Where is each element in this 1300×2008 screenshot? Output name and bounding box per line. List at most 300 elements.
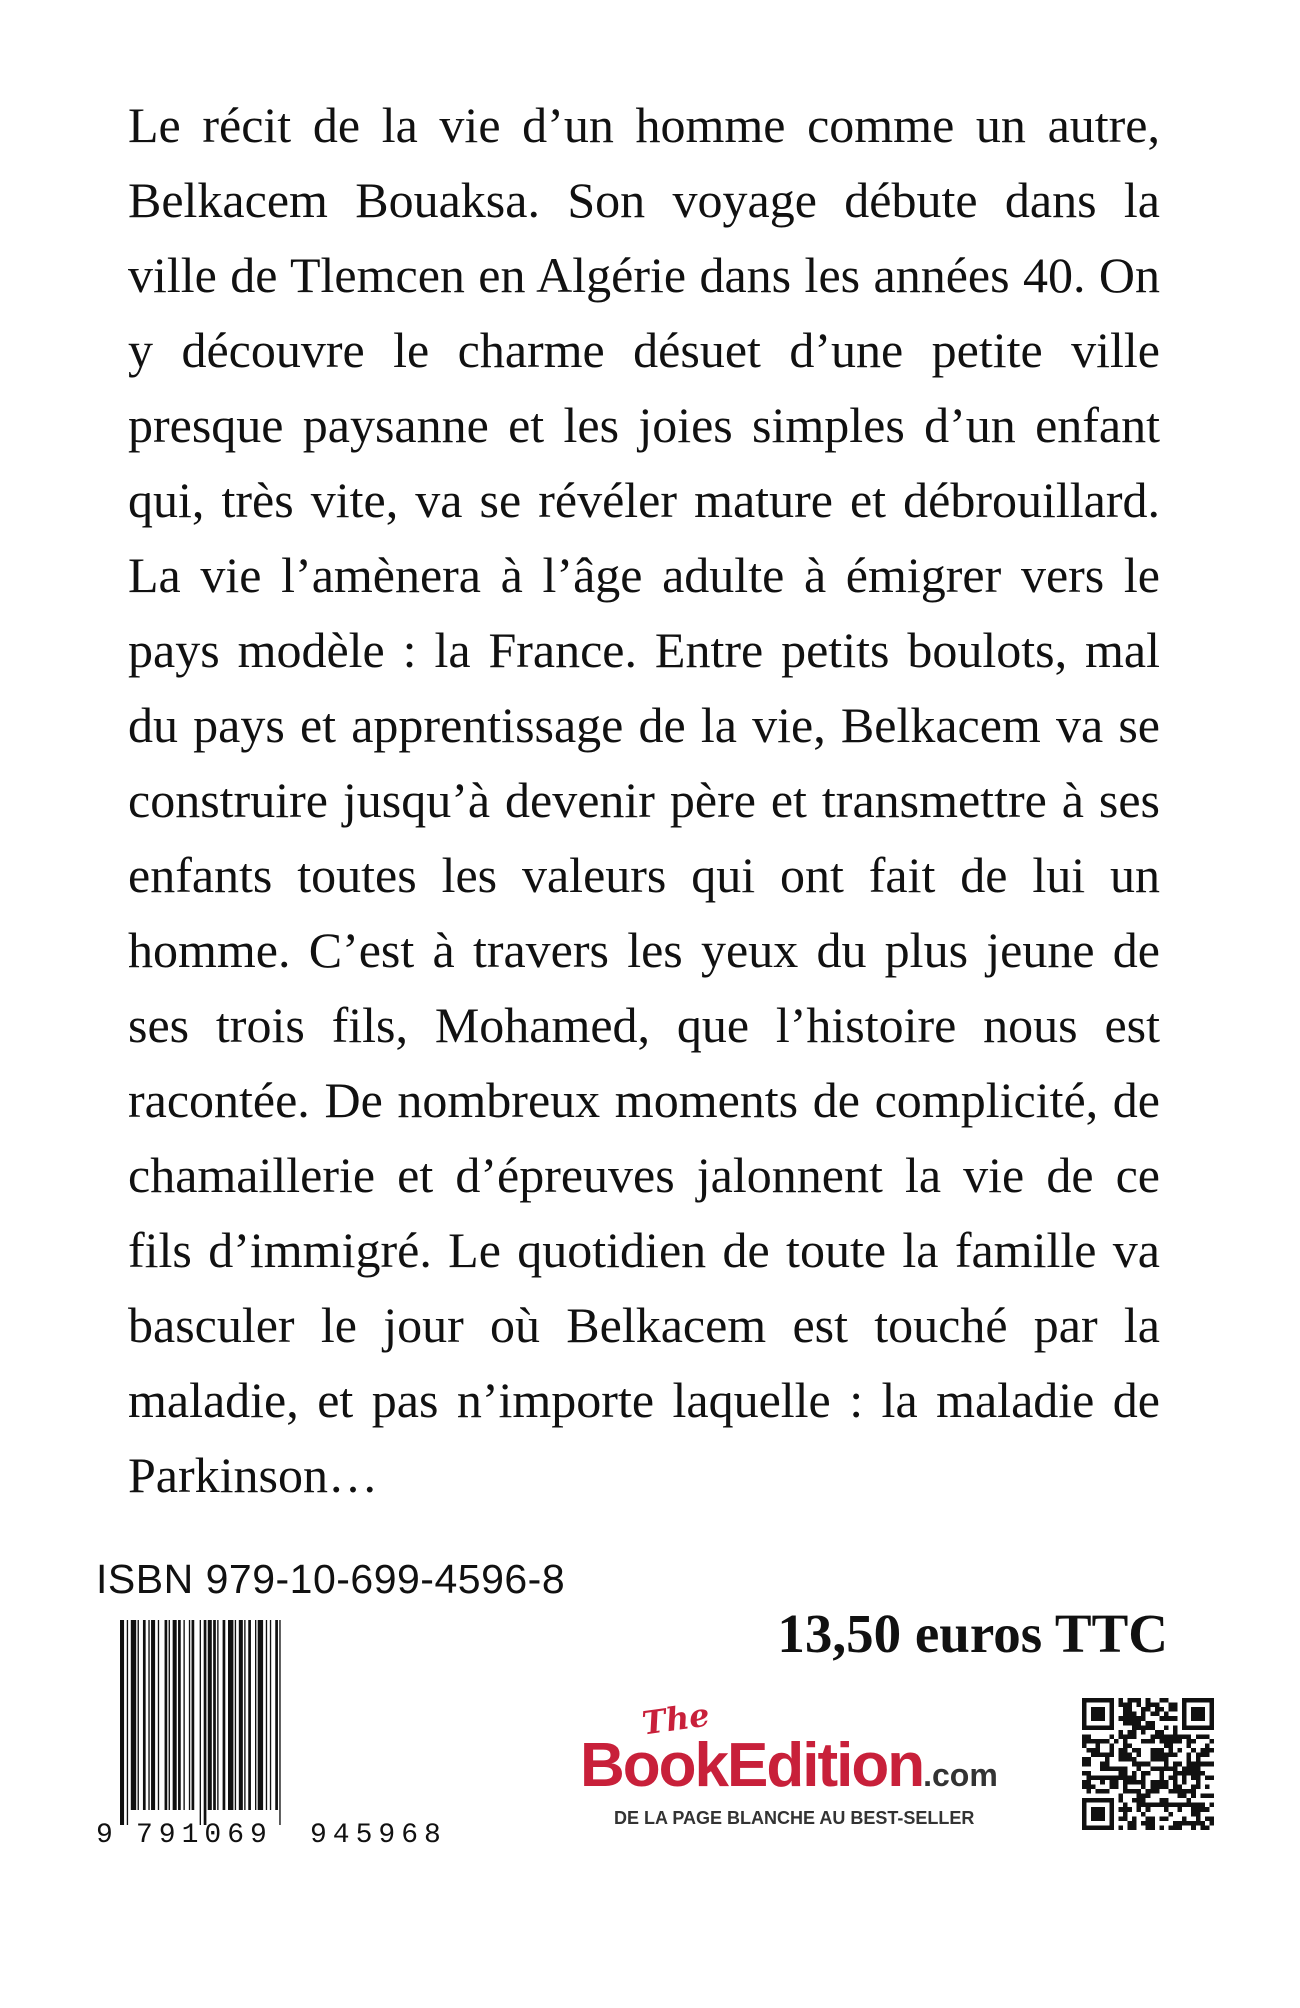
qr-module bbox=[1159, 1803, 1164, 1808]
qr-module bbox=[1164, 1698, 1169, 1703]
qr-module bbox=[1096, 1816, 1101, 1821]
qr-module bbox=[1205, 1725, 1210, 1730]
publisher-logo bbox=[580, 1695, 1060, 1850]
qr-module bbox=[1114, 1775, 1119, 1780]
qr-module bbox=[1082, 1816, 1087, 1821]
qr-module bbox=[1137, 1762, 1142, 1767]
qr-module bbox=[1123, 1753, 1128, 1758]
qr-module bbox=[1150, 1703, 1155, 1708]
qr-module bbox=[1168, 1825, 1173, 1830]
qr-module bbox=[1182, 1703, 1187, 1708]
qr-module bbox=[1182, 1721, 1187, 1726]
qr-module bbox=[1109, 1812, 1114, 1817]
qr-module bbox=[1205, 1748, 1210, 1753]
qr-module bbox=[1164, 1766, 1169, 1771]
qr-module bbox=[1141, 1707, 1146, 1712]
qr-module bbox=[1146, 1725, 1151, 1730]
qr-module bbox=[1109, 1744, 1114, 1749]
qr-module bbox=[1164, 1734, 1169, 1739]
qr-module bbox=[1109, 1803, 1114, 1808]
qr-module bbox=[1141, 1730, 1146, 1735]
qr-module bbox=[1141, 1739, 1146, 1744]
qr-module bbox=[1132, 1825, 1137, 1830]
qr-module bbox=[1191, 1803, 1196, 1808]
barcode-bar bbox=[208, 1620, 212, 1810]
qr-module bbox=[1200, 1716, 1205, 1721]
qr-module bbox=[1100, 1780, 1105, 1785]
qr-module bbox=[1132, 1716, 1137, 1721]
qr-module bbox=[1191, 1762, 1196, 1767]
qr-module bbox=[1105, 1698, 1110, 1703]
qr-module bbox=[1209, 1775, 1214, 1780]
qr-module bbox=[1100, 1762, 1105, 1767]
qr-module bbox=[1150, 1721, 1155, 1726]
qr-module bbox=[1123, 1744, 1128, 1749]
qr-module bbox=[1150, 1739, 1155, 1744]
barcode-bar bbox=[266, 1620, 267, 1810]
qr-module bbox=[1137, 1780, 1142, 1785]
qr-module bbox=[1082, 1780, 1087, 1785]
qr-module bbox=[1114, 1784, 1119, 1789]
qr-module bbox=[1182, 1803, 1187, 1808]
qr-module bbox=[1105, 1725, 1110, 1730]
qr-module bbox=[1096, 1725, 1101, 1730]
qr-module bbox=[1173, 1771, 1178, 1776]
qr-module bbox=[1200, 1725, 1205, 1730]
qr-module bbox=[1164, 1784, 1169, 1789]
qr-module bbox=[1096, 1748, 1101, 1753]
qr-module bbox=[1205, 1753, 1210, 1758]
qr-module bbox=[1082, 1825, 1087, 1830]
qr-module bbox=[1109, 1780, 1114, 1785]
qr-module bbox=[1114, 1766, 1119, 1771]
qr-module bbox=[1109, 1775, 1114, 1780]
qr-module bbox=[1096, 1707, 1101, 1712]
qr-module bbox=[1141, 1794, 1146, 1799]
qr-module bbox=[1146, 1816, 1151, 1821]
qr-module bbox=[1128, 1707, 1133, 1712]
qr-module bbox=[1132, 1780, 1137, 1785]
qr-module bbox=[1128, 1775, 1133, 1780]
qr-module bbox=[1146, 1825, 1151, 1830]
qr-module bbox=[1128, 1821, 1133, 1826]
qr-module bbox=[1159, 1716, 1164, 1721]
qr-module bbox=[1191, 1807, 1196, 1812]
qr-module bbox=[1150, 1766, 1155, 1771]
qr-module bbox=[1141, 1771, 1146, 1776]
qr-module bbox=[1150, 1784, 1155, 1789]
qr-module bbox=[1105, 1766, 1110, 1771]
qr-module bbox=[1200, 1803, 1205, 1808]
qr-module bbox=[1155, 1734, 1160, 1739]
qr-module bbox=[1164, 1739, 1169, 1744]
qr-module bbox=[1164, 1753, 1169, 1758]
qr-module bbox=[1196, 1780, 1201, 1785]
qr-module bbox=[1123, 1780, 1128, 1785]
qr-module bbox=[1118, 1730, 1123, 1735]
qr-module bbox=[1155, 1707, 1160, 1712]
back-cover-blurb: Le récit de la vie d’un homme comme un autre, Belkacem Bouaksa. Son voyage débute dans la ville de Tlemcen en Algérie dans les années 40. On y découvre le charme désuet d’une petite ville presque paysanne et les joies simples d’un enfant qui, très vite, va se révéler mature et débrouillard. La vie l’amènera à l’âge adulte à émigrer vers le pays modèle : la France. Entre petits boulots, mal du pays et apprentissage de la vie, Belkacem va se construire jusqu’à devenir père et transmettre à ses enfants toutes les valeurs qui ont fait de lui un homme. C’est à travers les yeux du plus jeune de ses trois fils, Mohamed, que l’histoire nous est racontée. De nombreux moments de complicité, de chamaillerie et d’épreuves jalonnent la vie de ce fils d’immigré. Le quotidien de toute la famille va basculer le jour où Belkacem est touché par la maladie, et pas n’importe laquelle : la maladie de Parkinson… bbox=[128, 97, 1160, 1503]
qr-module bbox=[1159, 1766, 1164, 1771]
qr-module bbox=[1109, 1825, 1114, 1830]
qr-module bbox=[1191, 1812, 1196, 1817]
barcode-bar bbox=[248, 1620, 251, 1810]
qr-module bbox=[1087, 1780, 1092, 1785]
qr-module bbox=[1105, 1775, 1110, 1780]
qr-module bbox=[1091, 1798, 1096, 1803]
qr-module bbox=[1182, 1707, 1187, 1712]
qr-module bbox=[1137, 1703, 1142, 1708]
qr-module bbox=[1182, 1698, 1187, 1703]
qr-module bbox=[1118, 1816, 1123, 1821]
qr-module bbox=[1173, 1784, 1178, 1789]
qr-module bbox=[1191, 1712, 1196, 1717]
qr-module bbox=[1100, 1725, 1105, 1730]
qr-module bbox=[1082, 1707, 1087, 1712]
qr-module bbox=[1123, 1784, 1128, 1789]
qr-module bbox=[1200, 1794, 1205, 1799]
qr-module bbox=[1109, 1734, 1114, 1739]
qr-module bbox=[1155, 1780, 1160, 1785]
qr-module bbox=[1123, 1775, 1128, 1780]
qr-module bbox=[1182, 1816, 1187, 1821]
qr-module bbox=[1173, 1762, 1178, 1767]
qr-module bbox=[1146, 1771, 1151, 1776]
qr-module bbox=[1187, 1766, 1192, 1771]
qr-module bbox=[1187, 1753, 1192, 1758]
qr-module bbox=[1159, 1739, 1164, 1744]
qr-module bbox=[1209, 1725, 1214, 1730]
qr-module bbox=[1182, 1771, 1187, 1776]
qr-module bbox=[1128, 1825, 1133, 1830]
barcode-bar bbox=[279, 1620, 280, 1825]
barcode-bar bbox=[192, 1620, 195, 1810]
qr-module bbox=[1128, 1716, 1133, 1721]
qr-module bbox=[1082, 1812, 1087, 1817]
qr-module bbox=[1155, 1748, 1160, 1753]
qr-module bbox=[1109, 1784, 1114, 1789]
qr-module bbox=[1137, 1748, 1142, 1753]
qr-module bbox=[1150, 1748, 1155, 1753]
qr-module bbox=[1128, 1789, 1133, 1794]
qr-module bbox=[1082, 1798, 1087, 1803]
qr-module bbox=[1082, 1712, 1087, 1717]
qr-module bbox=[1196, 1771, 1201, 1776]
qr-module bbox=[1168, 1803, 1173, 1808]
qr-module bbox=[1118, 1734, 1123, 1739]
qr-module bbox=[1196, 1766, 1201, 1771]
barcode-bar bbox=[169, 1620, 170, 1810]
qr-module bbox=[1128, 1757, 1133, 1762]
qr-module bbox=[1182, 1780, 1187, 1785]
qr-module bbox=[1191, 1771, 1196, 1776]
qr-module bbox=[1168, 1775, 1173, 1780]
qr-module bbox=[1150, 1825, 1155, 1830]
qr-module bbox=[1173, 1734, 1178, 1739]
qr-module bbox=[1132, 1725, 1137, 1730]
qr-module bbox=[1196, 1716, 1201, 1721]
qr-module bbox=[1123, 1707, 1128, 1712]
qr-module bbox=[1209, 1707, 1214, 1712]
qr-module bbox=[1123, 1789, 1128, 1794]
qr-module bbox=[1200, 1825, 1205, 1830]
qr-module bbox=[1096, 1744, 1101, 1749]
qr-module bbox=[1168, 1812, 1173, 1817]
qr-module bbox=[1128, 1698, 1133, 1703]
qr-module bbox=[1182, 1821, 1187, 1826]
qr-module bbox=[1132, 1712, 1137, 1717]
qr-module bbox=[1096, 1712, 1101, 1717]
qr-module bbox=[1168, 1748, 1173, 1753]
qr-module bbox=[1150, 1757, 1155, 1762]
qr-module bbox=[1087, 1739, 1092, 1744]
qr-module bbox=[1205, 1734, 1210, 1739]
qr-module bbox=[1191, 1748, 1196, 1753]
barcode-bar bbox=[138, 1620, 139, 1810]
qr-module bbox=[1196, 1803, 1201, 1808]
qr-module bbox=[1091, 1712, 1096, 1717]
qr-module bbox=[1187, 1698, 1192, 1703]
qr-module bbox=[1141, 1784, 1146, 1789]
barcode-bar bbox=[151, 1620, 155, 1810]
qr-module bbox=[1100, 1766, 1105, 1771]
qr-module bbox=[1109, 1716, 1114, 1721]
qr-module bbox=[1178, 1734, 1183, 1739]
qr-module bbox=[1141, 1762, 1146, 1767]
barcode-bar bbox=[189, 1620, 190, 1810]
qr-module bbox=[1159, 1771, 1164, 1776]
qr-module bbox=[1159, 1707, 1164, 1712]
qr-module bbox=[1105, 1825, 1110, 1830]
qr-module bbox=[1128, 1703, 1133, 1708]
qr-module bbox=[1123, 1734, 1128, 1739]
qr-module bbox=[1187, 1734, 1192, 1739]
qr-module bbox=[1082, 1807, 1087, 1812]
barcode-bar bbox=[235, 1620, 236, 1810]
qr-module bbox=[1196, 1734, 1201, 1739]
qr-module bbox=[1173, 1739, 1178, 1744]
qr-module bbox=[1173, 1766, 1178, 1771]
qr-module bbox=[1105, 1753, 1110, 1758]
qr-module bbox=[1168, 1753, 1173, 1758]
qr-module bbox=[1137, 1725, 1142, 1730]
qr-module bbox=[1150, 1789, 1155, 1794]
qr-module bbox=[1164, 1725, 1169, 1730]
barcode-bar bbox=[258, 1620, 263, 1810]
barcode-bar bbox=[204, 1620, 207, 1825]
qr-module bbox=[1105, 1739, 1110, 1744]
qr-module bbox=[1159, 1753, 1164, 1758]
qr-module bbox=[1091, 1725, 1096, 1730]
qr-module bbox=[1209, 1748, 1214, 1753]
logo-wordmark bbox=[580, 1730, 998, 1801]
qr-module bbox=[1187, 1798, 1192, 1803]
qr-module bbox=[1150, 1816, 1155, 1821]
qr-module bbox=[1091, 1807, 1096, 1812]
qr-module bbox=[1109, 1707, 1114, 1712]
qr-module bbox=[1150, 1803, 1155, 1808]
qr-module bbox=[1209, 1703, 1214, 1708]
qr-module bbox=[1096, 1807, 1101, 1812]
qr-module bbox=[1087, 1771, 1092, 1776]
qr-module bbox=[1118, 1771, 1123, 1776]
qr-module bbox=[1118, 1698, 1123, 1703]
qr-module bbox=[1200, 1821, 1205, 1826]
qr-module bbox=[1082, 1698, 1087, 1703]
qr-module bbox=[1205, 1784, 1210, 1789]
qr-module bbox=[1118, 1825, 1123, 1830]
qr-module bbox=[1159, 1757, 1164, 1762]
qr-module bbox=[1173, 1821, 1178, 1826]
qr-module bbox=[1123, 1712, 1128, 1717]
qr-module bbox=[1132, 1698, 1137, 1703]
qr-module bbox=[1196, 1821, 1201, 1826]
qr-module bbox=[1114, 1780, 1119, 1785]
qr-module bbox=[1205, 1825, 1210, 1830]
qr-module bbox=[1123, 1703, 1128, 1708]
qr-module bbox=[1196, 1812, 1201, 1817]
qr-module bbox=[1137, 1716, 1142, 1721]
qr-module bbox=[1109, 1725, 1114, 1730]
qr-module bbox=[1100, 1716, 1105, 1721]
qr-module bbox=[1164, 1716, 1169, 1721]
qr-module bbox=[1141, 1725, 1146, 1730]
qr-module bbox=[1105, 1757, 1110, 1762]
qr-module bbox=[1087, 1725, 1092, 1730]
qr-module bbox=[1118, 1807, 1123, 1812]
qr-module bbox=[1159, 1748, 1164, 1753]
qr-module bbox=[1082, 1784, 1087, 1789]
qr-module bbox=[1128, 1712, 1133, 1717]
qr-module bbox=[1096, 1753, 1101, 1758]
qr-module bbox=[1105, 1798, 1110, 1803]
qr-module bbox=[1182, 1725, 1187, 1730]
barcode-bar bbox=[183, 1620, 184, 1810]
qr-module bbox=[1209, 1716, 1214, 1721]
qr-module bbox=[1082, 1803, 1087, 1808]
qr-module bbox=[1196, 1725, 1201, 1730]
qr-module bbox=[1159, 1825, 1164, 1830]
qr-code-icon bbox=[1082, 1698, 1214, 1830]
qr-module bbox=[1132, 1748, 1137, 1753]
qr-module bbox=[1118, 1703, 1123, 1708]
qr-module bbox=[1128, 1753, 1133, 1758]
qr-module bbox=[1173, 1780, 1178, 1785]
qr-module bbox=[1155, 1703, 1160, 1708]
qr-module bbox=[1128, 1721, 1133, 1726]
qr-module bbox=[1123, 1812, 1128, 1817]
qr-module bbox=[1141, 1780, 1146, 1785]
qr-module bbox=[1155, 1712, 1160, 1717]
qr-module bbox=[1187, 1821, 1192, 1826]
qr-module bbox=[1123, 1739, 1128, 1744]
barcode-bar bbox=[131, 1620, 136, 1810]
qr-module bbox=[1082, 1821, 1087, 1826]
qr-module bbox=[1159, 1816, 1164, 1821]
qr-module bbox=[1087, 1789, 1092, 1794]
barcode-first-digit: 9 bbox=[96, 1820, 113, 1850]
qr-module bbox=[1087, 1775, 1092, 1780]
qr-module bbox=[1178, 1794, 1183, 1799]
qr-module bbox=[1118, 1753, 1123, 1758]
qr-module bbox=[1087, 1698, 1092, 1703]
qr-module bbox=[1137, 1789, 1142, 1794]
qr-module bbox=[1082, 1703, 1087, 1708]
qr-module bbox=[1141, 1812, 1146, 1817]
qr-module bbox=[1137, 1753, 1142, 1758]
qr-module bbox=[1168, 1789, 1173, 1794]
logo-suffix: .com bbox=[923, 1757, 998, 1793]
qr-module bbox=[1100, 1812, 1105, 1817]
qr-module bbox=[1155, 1803, 1160, 1808]
logo-the-text: The bbox=[639, 1695, 712, 1743]
qr-module bbox=[1091, 1784, 1096, 1789]
qr-module bbox=[1187, 1771, 1192, 1776]
qr-module bbox=[1146, 1698, 1151, 1703]
qr-module bbox=[1128, 1807, 1133, 1812]
qr-module bbox=[1191, 1707, 1196, 1712]
qr-module bbox=[1182, 1734, 1187, 1739]
qr-module bbox=[1118, 1716, 1123, 1721]
qr-module bbox=[1087, 1734, 1092, 1739]
qr-module bbox=[1200, 1698, 1205, 1703]
qr-module bbox=[1205, 1807, 1210, 1812]
qr-module bbox=[1128, 1730, 1133, 1735]
qr-module bbox=[1109, 1712, 1114, 1717]
qr-module bbox=[1200, 1712, 1205, 1717]
qr-module bbox=[1191, 1789, 1196, 1794]
barcode-bar bbox=[165, 1620, 168, 1810]
qr-module bbox=[1141, 1712, 1146, 1717]
qr-module bbox=[1109, 1753, 1114, 1758]
qr-module bbox=[1178, 1803, 1183, 1808]
qr-module bbox=[1114, 1739, 1119, 1744]
qr-module bbox=[1191, 1784, 1196, 1789]
qr-module bbox=[1159, 1698, 1164, 1703]
qr-module bbox=[1205, 1744, 1210, 1749]
qr-module bbox=[1096, 1716, 1101, 1721]
qr-module bbox=[1082, 1757, 1087, 1762]
qr-module bbox=[1209, 1762, 1214, 1767]
qr-module bbox=[1168, 1707, 1173, 1712]
qr-module bbox=[1137, 1766, 1142, 1771]
qr-module bbox=[1173, 1775, 1178, 1780]
logo-tagline: DE LA PAGE BLANCHE AU BEST-SELLER bbox=[614, 1808, 975, 1828]
qr-module bbox=[1159, 1780, 1164, 1785]
qr-module bbox=[1132, 1734, 1137, 1739]
qr-module bbox=[1200, 1734, 1205, 1739]
qr-module bbox=[1173, 1753, 1178, 1758]
qr-module bbox=[1082, 1725, 1087, 1730]
qr-module bbox=[1191, 1766, 1196, 1771]
qr-module bbox=[1182, 1794, 1187, 1799]
qr-module bbox=[1118, 1775, 1123, 1780]
qr-module bbox=[1082, 1739, 1087, 1744]
qr-module bbox=[1159, 1734, 1164, 1739]
qr-module bbox=[1155, 1766, 1160, 1771]
qr-module bbox=[1182, 1712, 1187, 1717]
barcode-left-digits: 791069 bbox=[136, 1820, 273, 1850]
qr-module bbox=[1205, 1816, 1210, 1821]
qr-module bbox=[1200, 1762, 1205, 1767]
qr-module bbox=[1150, 1753, 1155, 1758]
qr-module bbox=[1155, 1753, 1160, 1758]
qr-module bbox=[1178, 1771, 1183, 1776]
qr-module bbox=[1200, 1771, 1205, 1776]
qr-module bbox=[1109, 1703, 1114, 1708]
qr-module bbox=[1150, 1734, 1155, 1739]
qr-module bbox=[1187, 1725, 1192, 1730]
